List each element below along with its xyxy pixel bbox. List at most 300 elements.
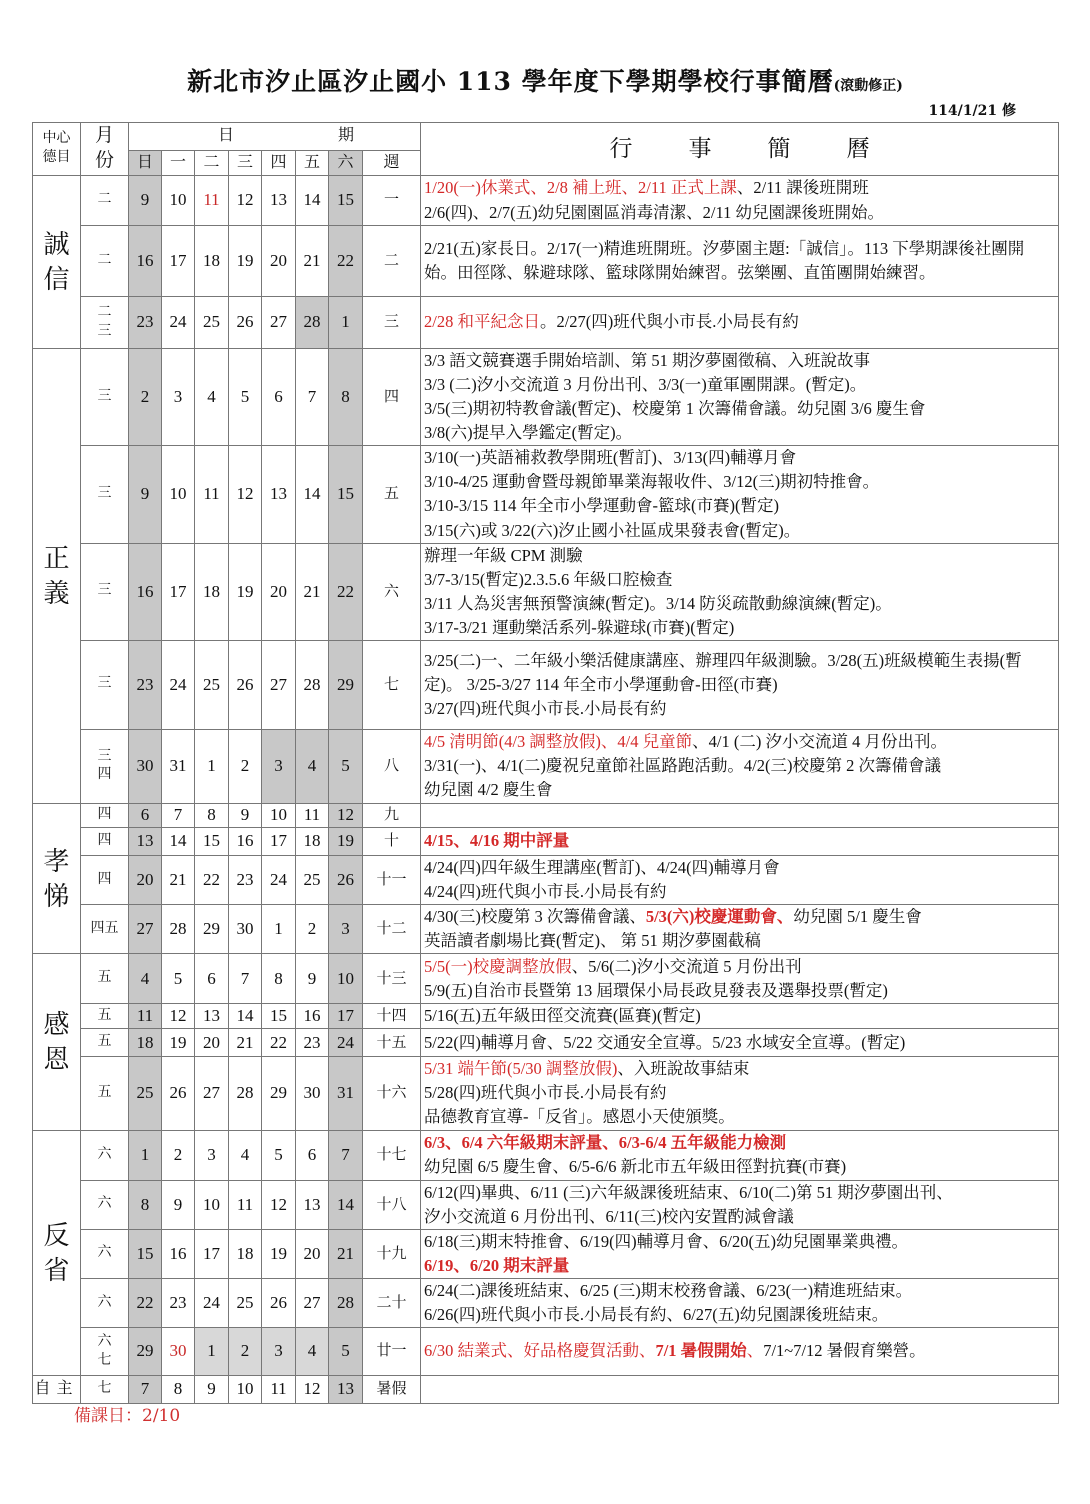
event-text: 3/25(二)一、二年級小樂活健康講座、辦理四年級測驗。3/28(五)班級模範生表揚(暫定)。 3/25-3/27 114 年全市小學運動會-田徑(市賽) xyxy=(424,650,1022,694)
event-line xyxy=(424,1339,1055,1363)
date-cell: 13 xyxy=(262,176,296,226)
date-cell: 3 xyxy=(262,1328,296,1376)
date-cell: 16 xyxy=(296,1004,329,1029)
events-cell xyxy=(421,954,1059,1004)
event-text: 7/1 暑假開始 xyxy=(655,1341,747,1361)
event-line xyxy=(424,201,1055,225)
date-cell: 22 xyxy=(195,855,229,904)
date-cell: 18 xyxy=(195,226,229,297)
date-cell: 9 xyxy=(129,176,162,226)
event-text: 5/16(五)五年級田徑交流賽(區賽)(暫定) xyxy=(424,1006,701,1026)
virtue-char: 正 xyxy=(43,543,70,573)
week-number-cell: 二十 xyxy=(363,1278,421,1327)
event-line xyxy=(424,905,1055,929)
date-cell: 15 xyxy=(329,176,363,226)
date-cell: 12 xyxy=(162,1004,195,1029)
date-cell: 8 xyxy=(329,349,363,446)
event-line xyxy=(424,544,1055,568)
date-cell: 20 xyxy=(262,543,296,640)
date-cell: 28 xyxy=(162,905,195,954)
event-line xyxy=(424,1105,1055,1129)
date-cell: 29 xyxy=(262,1057,296,1130)
date-cell: 21 xyxy=(229,1029,262,1057)
date-cell: 14 xyxy=(162,827,195,855)
date-cell: 16 xyxy=(129,226,162,297)
event-line xyxy=(424,349,1055,373)
week-number-cell: 十一 xyxy=(363,855,421,904)
header-day: 三 xyxy=(229,151,262,176)
header-date-right: 期 xyxy=(337,127,354,145)
week-row xyxy=(33,1376,1059,1404)
date-cell: 19 xyxy=(262,1229,296,1278)
date-cell: 24 xyxy=(195,1278,229,1327)
event-text: 5/22(四)輔導月會、5/22 交通安全宣導。5/23 水域安全宣導。(暫定) xyxy=(424,1032,906,1052)
month-cell: 六 xyxy=(81,1229,129,1278)
date-cell: 29 xyxy=(329,640,363,729)
week-row xyxy=(33,1328,1059,1376)
month-cell: 五 xyxy=(81,1057,129,1130)
week-row xyxy=(33,827,1059,855)
date-cell: 9 xyxy=(195,1376,229,1404)
event-text: 3/5(三)期初特教會議(暫定)、校慶第 1 次籌備會議。幼兒園 3/6 慶生會 xyxy=(424,399,926,419)
date-cell: 20 xyxy=(129,855,162,904)
event-text: 7/1~7/12 暑假育樂營。 xyxy=(763,1341,926,1361)
event-line xyxy=(424,929,1055,953)
month-cell: 三 xyxy=(81,640,129,729)
month-cell: 五 xyxy=(81,1029,129,1057)
date-cell: 15 xyxy=(195,827,229,855)
events-cell xyxy=(421,1004,1059,1029)
event-text: 幼兒園 4/2 慶生會 xyxy=(424,780,553,800)
week-number-cell: 十二 xyxy=(363,905,421,954)
header-virtue-line1: 中心 xyxy=(42,131,71,147)
events-cell xyxy=(421,855,1059,904)
date-cell: 7 xyxy=(129,1376,162,1404)
event-text: 6/24(二)課後班結束、6/25 (三)期末校務會議、6/23(一)精進班結束。 xyxy=(424,1280,913,1300)
virtue-char: 義 xyxy=(43,578,70,608)
event-text: 5/9(五)自治市長暨第 13 屆環保小局長政見發表及選舉投票(暫定) xyxy=(424,980,888,1000)
date-cell: 1 xyxy=(195,1328,229,1376)
event-line xyxy=(424,446,1055,470)
virtue-char: 誠 xyxy=(43,229,70,259)
date-cell: 22 xyxy=(129,1278,162,1327)
week-number-cell: 九 xyxy=(363,803,421,827)
virtue-char: 悌 xyxy=(43,881,70,911)
date-cell: 14 xyxy=(229,1004,262,1029)
date-cell: 9 xyxy=(162,1180,195,1229)
header-date-left: 日 xyxy=(217,127,234,145)
month-cell: 六 xyxy=(81,1180,129,1229)
date-cell: 19 xyxy=(329,827,363,855)
date-cell: 10 xyxy=(329,954,363,1004)
month-cell: 四 xyxy=(81,827,129,855)
event-line xyxy=(424,237,1055,285)
event-line xyxy=(424,592,1055,616)
event-text: 3/10-4/25 運動會暨母親節畢業海報收件、3/12(三)期初特推會。 xyxy=(424,472,880,492)
date-cell: 6 xyxy=(129,803,162,827)
date-cell: 7 xyxy=(162,803,195,827)
date-cell: 11 xyxy=(129,1004,162,1029)
date-cell: 3 xyxy=(162,349,195,446)
week-row xyxy=(33,176,1059,226)
date-cell: 22 xyxy=(329,226,363,297)
event-line xyxy=(424,1155,1055,1179)
date-cell: 19 xyxy=(229,226,262,297)
date-cell: 27 xyxy=(195,1057,229,1130)
date-cell: 30 xyxy=(129,729,162,803)
week-row xyxy=(33,1278,1059,1327)
week-row xyxy=(33,1057,1059,1130)
event-text: 、4/1 (二) 汐小交流道 4 月份出刊。 xyxy=(692,732,947,752)
date-cell: 21 xyxy=(296,543,329,640)
date-cell: 27 xyxy=(262,640,296,729)
date-cell: 20 xyxy=(195,1029,229,1057)
event-text: 英語讀者劇場比賽(暫定)、 第 51 期汐夢園截稿 xyxy=(424,931,761,951)
date-cell: 9 xyxy=(296,954,329,1004)
event-text: 汐小交流道 6 月份出刊、6/11(三)校內安置酌減會議 xyxy=(424,1206,794,1226)
date-cell: 13 xyxy=(296,1180,329,1229)
virtue-cell xyxy=(33,176,81,349)
week-number-cell: 十九 xyxy=(363,1229,421,1278)
date-cell: 10 xyxy=(262,803,296,827)
date-cell: 17 xyxy=(195,1229,229,1278)
date-cell: 23 xyxy=(129,297,162,349)
date-cell: 13 xyxy=(262,446,296,543)
events-cell xyxy=(421,1376,1059,1404)
header-week: 週 xyxy=(363,151,421,176)
month-cell: 四 xyxy=(81,855,129,904)
event-text: 3/3 (二)汐小交流道 3 月份出刊、3/3(一)童軍團開課。(暫定)。 xyxy=(424,375,867,395)
date-cell: 1 xyxy=(195,729,229,803)
event-text: 6/3、6/4 六年級期末評量、6/3-6/4 五年級能力檢測 xyxy=(424,1132,787,1152)
month-cell: 六 xyxy=(81,1278,129,1327)
event-text: 4/5 清明節(4/3 調整放假)、4/4 兒童節 xyxy=(424,732,693,752)
virtue-cell xyxy=(33,349,81,804)
event-text: 3/3 語文競賽選手開始培訓、第 51 期汐夢園徵稿、入班說故事 xyxy=(424,351,870,370)
week-number-cell: 七 xyxy=(363,640,421,729)
date-cell: 4 xyxy=(129,954,162,1004)
week-row xyxy=(33,446,1059,543)
events-cell xyxy=(421,1229,1059,1278)
date-cell: 24 xyxy=(329,1029,363,1057)
event-text: 4/30(三)校慶第 3 次籌備會議、 xyxy=(424,907,646,927)
event-text: 6/19、6/20 期末評量 xyxy=(424,1255,570,1275)
event-line xyxy=(424,397,1055,421)
virtue-char: 反 xyxy=(43,1220,70,1250)
virtue-char: 恩 xyxy=(43,1044,70,1074)
events-cell xyxy=(421,1278,1059,1327)
header-virtue xyxy=(33,123,81,176)
date-cell: 17 xyxy=(329,1004,363,1029)
date-cell: 17 xyxy=(162,226,195,297)
date-cell: 2 xyxy=(229,1328,262,1376)
date-cell: 26 xyxy=(229,640,262,729)
header-row-1 xyxy=(33,123,1059,151)
event-line xyxy=(424,568,1055,592)
date-cell: 10 xyxy=(229,1376,262,1404)
header-date xyxy=(129,123,421,151)
date-cell: 2 xyxy=(162,1130,195,1180)
date-cell: 12 xyxy=(329,803,363,827)
event-line xyxy=(424,1181,1055,1205)
events-cell xyxy=(421,349,1059,446)
month-cell: 七 xyxy=(81,1376,129,1404)
event-line xyxy=(424,754,1055,778)
date-cell: 14 xyxy=(296,446,329,543)
month-cell: 五 xyxy=(81,1004,129,1029)
date-cell: 16 xyxy=(129,543,162,640)
date-cell: 15 xyxy=(329,446,363,543)
event-text: 3/17-3/21 運動樂活系列-躲避球(市賽)(暫定) xyxy=(424,617,735,637)
month-cell: 三 xyxy=(81,349,129,446)
date-cell: 17 xyxy=(162,543,195,640)
virtue-cell xyxy=(33,1130,81,1375)
event-line xyxy=(424,494,1055,518)
date-cell: 8 xyxy=(262,954,296,1004)
date-cell: 7 xyxy=(296,349,329,446)
date-cell: 8 xyxy=(129,1180,162,1229)
event-text: 5/31 端午節(5/30 調整放假) xyxy=(424,1059,618,1079)
week-number-cell: 十四 xyxy=(363,1004,421,1029)
event-line xyxy=(424,1230,1055,1254)
event-text: 品德教育宣導-「反省」。感恩小天使頒獎。 xyxy=(424,1107,735,1127)
event-line xyxy=(424,697,1055,721)
event-text: 。2/27(四)班代與小市長.小局長有約 xyxy=(539,312,799,332)
week-row xyxy=(33,803,1059,827)
event-line xyxy=(424,1004,1055,1028)
date-cell: 27 xyxy=(129,905,162,954)
week-row xyxy=(33,729,1059,803)
week-number-cell: 八 xyxy=(363,729,421,803)
month-cell: 三 四 xyxy=(81,729,129,803)
event-line xyxy=(424,1205,1055,1229)
event-line xyxy=(424,519,1055,543)
week-row xyxy=(33,1029,1059,1057)
header-month-line1: 月 xyxy=(94,125,114,147)
event-text: 3/10(一)英語補救教學開班(暫訂)、3/13(四)輔導月會 xyxy=(424,448,797,468)
date-cell: 30 xyxy=(229,905,262,954)
event-text: 、入班說故事結束 xyxy=(617,1059,750,1079)
month-cell: 三 xyxy=(81,446,129,543)
date-cell: 19 xyxy=(229,543,262,640)
header-day: 日 xyxy=(129,151,162,176)
date-cell: 9 xyxy=(229,803,262,827)
header-month-line2: 份 xyxy=(94,150,114,171)
date-cell: 6 xyxy=(262,349,296,446)
event-text: 、5/6(二)汐小交流道 5 月份出刊 xyxy=(571,956,802,976)
event-text: 3/31(一)、4/1(二)慶祝兒童節社區路跑活動。4/2(三)校慶第 2 次籌備會議 xyxy=(424,756,941,776)
event-text: 幼兒園 6/5 慶生會、6/5-6/6 新北市五年級田徑對抗賽(市賽) xyxy=(424,1157,847,1177)
header-virtue-line2: 德目 xyxy=(42,150,71,165)
revision-date: 114/1/21 修 xyxy=(928,103,1016,119)
event-line xyxy=(424,470,1055,494)
week-number-cell: 四 xyxy=(363,349,421,446)
week-number-cell: 暑假 xyxy=(363,1376,421,1404)
month-cell: 四 xyxy=(81,803,129,827)
date-cell: 26 xyxy=(229,297,262,349)
header-day: 六 xyxy=(329,151,363,176)
date-cell: 26 xyxy=(162,1057,195,1130)
week-number-cell: 十五 xyxy=(363,1029,421,1057)
event-line xyxy=(424,616,1055,640)
event-text: 2/28 和平紀念日 xyxy=(424,312,540,332)
events-cell xyxy=(421,640,1059,729)
date-cell: 5 xyxy=(229,349,262,446)
event-text: 4/24(四)班代與小市長.小局長有約 xyxy=(424,882,667,902)
date-cell: 2 xyxy=(296,905,329,954)
week-row xyxy=(33,1004,1059,1029)
event-line xyxy=(424,310,1055,334)
events-cell xyxy=(421,1130,1059,1180)
event-text: 3/7-3/15(暫定)2.3.5.6 年級口腔檢查 xyxy=(424,569,673,589)
date-cell: 25 xyxy=(296,855,329,904)
date-cell: 30 xyxy=(296,1057,329,1130)
date-cell: 23 xyxy=(229,855,262,904)
event-line xyxy=(424,1254,1055,1278)
date-cell: 7 xyxy=(329,1130,363,1180)
date-cell: 24 xyxy=(162,297,195,349)
month-cell: 三 xyxy=(81,543,129,640)
event-line xyxy=(424,421,1055,445)
title-suffix: (滾動修正) xyxy=(833,78,903,94)
events-cell xyxy=(421,446,1059,543)
date-cell: 27 xyxy=(296,1278,329,1327)
date-cell: 12 xyxy=(296,1376,329,1404)
date-cell: 31 xyxy=(162,729,195,803)
virtue-cell: 自主 xyxy=(33,1376,81,1404)
date-cell: 25 xyxy=(229,1278,262,1327)
date-cell: 11 xyxy=(262,1376,296,1404)
date-cell: 28 xyxy=(296,640,329,729)
week-row xyxy=(33,855,1059,904)
event-line xyxy=(424,1279,1055,1303)
date-cell: 12 xyxy=(229,446,262,543)
date-cell: 22 xyxy=(262,1029,296,1057)
date-cell: 25 xyxy=(195,640,229,729)
event-line xyxy=(424,1057,1055,1081)
event-text: 6/26(四)班代與小市長.小局長有約、6/27(五)幼兒園課後班結束。 xyxy=(424,1304,889,1324)
week-row xyxy=(33,349,1059,446)
date-cell: 16 xyxy=(162,1229,195,1278)
date-cell: 17 xyxy=(262,827,296,855)
event-text: 3/10-3/15 114 年全市小學運動會-籃球(市賽)(暫定) xyxy=(424,496,780,516)
virtue-char: 信 xyxy=(43,265,70,294)
date-cell: 2 xyxy=(129,349,162,446)
prep-day-note: 備課日：2/10 xyxy=(74,1406,181,1426)
date-cell: 3 xyxy=(195,1130,229,1180)
date-cell: 10 xyxy=(162,176,195,226)
date-cell: 11 xyxy=(195,176,229,226)
event-line xyxy=(424,649,1055,697)
event-text: 2/21(五)家長日。2/17(一)精進班開班。汐夢園主題:「誠信」。113 下學期課後社團開始。田徑隊、躲避球隊、籃球隊開始練習。弦樂團、直笛團開始練習。 xyxy=(424,238,1025,282)
date-cell: 1 xyxy=(129,1130,162,1180)
date-cell: 25 xyxy=(195,297,229,349)
week-row xyxy=(33,1180,1059,1229)
event-text: 3/27(四)班代與小市長.小局長有約 xyxy=(424,698,667,718)
event-text: 、2/11 課後班開班 xyxy=(736,178,869,198)
date-cell: 29 xyxy=(129,1328,162,1376)
date-cell: 20 xyxy=(296,1229,329,1278)
month-cell: 二 xyxy=(81,226,129,297)
week-row xyxy=(33,905,1059,954)
event-text: 6/30 結業式、好品格慶賀活動、 xyxy=(424,1341,656,1361)
week-number-cell: 十六 xyxy=(363,1057,421,1130)
event-text: 6/12(四)畢典、6/11 (三)六年級課後班結束、6/10(二)第 51 期汐夢園出刊、 xyxy=(424,1182,953,1202)
date-cell: 19 xyxy=(162,1029,195,1057)
event-text: 2/6(四)、2/7(五)幼兒園園區消毒清潔、2/11 幼兒園課後班開始。 xyxy=(424,202,884,222)
event-line xyxy=(424,1131,1055,1155)
date-cell: 13 xyxy=(329,1376,363,1404)
date-cell: 11 xyxy=(296,803,329,827)
date-cell: 3 xyxy=(329,905,363,954)
date-cell: 5 xyxy=(262,1130,296,1180)
event-line xyxy=(424,730,1055,754)
month-cell: 五 xyxy=(81,954,129,1004)
events-cell xyxy=(421,297,1059,349)
week-number-cell: 十三 xyxy=(363,954,421,1004)
date-cell: 6 xyxy=(296,1130,329,1180)
date-cell: 4 xyxy=(296,1328,329,1376)
date-cell: 1 xyxy=(329,297,363,349)
date-cell: 15 xyxy=(129,1229,162,1278)
event-text: 3/11 人為災害無預警演練(暫定)。3/14 防災疏散動線演練(暫定)。 xyxy=(424,593,892,613)
events-cell xyxy=(421,226,1059,297)
virtue-char: 省 xyxy=(43,1255,70,1285)
date-cell: 1 xyxy=(262,905,296,954)
date-cell: 10 xyxy=(162,446,195,543)
event-line xyxy=(424,176,1055,200)
event-text: 5/5(一)校慶調整放假 xyxy=(424,956,572,976)
date-cell: 23 xyxy=(129,640,162,729)
week-row xyxy=(33,954,1059,1004)
date-cell: 28 xyxy=(229,1057,262,1130)
date-cell: 13 xyxy=(129,827,162,855)
event-text: 辦理一年級 CPM 測驗 xyxy=(424,545,583,565)
event-text: 5/28(四)班代與小市長.小局長有約 xyxy=(424,1083,667,1103)
events-cell xyxy=(421,176,1059,226)
date-cell: 27 xyxy=(262,297,296,349)
title-text: 新北市汐止區汐止國小 113 學年度下學期學校行事簡曆 xyxy=(187,67,834,96)
events-cell xyxy=(421,1328,1059,1376)
date-cell: 26 xyxy=(329,855,363,904)
date-cell: 18 xyxy=(195,543,229,640)
week-row xyxy=(33,226,1059,297)
week-number-cell: 十七 xyxy=(363,1130,421,1180)
event-text: 幼兒園 5/1 慶生會 xyxy=(793,907,922,927)
event-text: 、 xyxy=(746,1341,764,1361)
week-number-cell: 十 xyxy=(363,827,421,855)
week-row xyxy=(33,297,1059,349)
date-cell: 15 xyxy=(262,1004,296,1029)
date-cell: 28 xyxy=(296,297,329,349)
date-cell: 21 xyxy=(329,1229,363,1278)
page-title xyxy=(0,62,1090,98)
date-cell: 10 xyxy=(195,1180,229,1229)
header-events xyxy=(421,123,1059,176)
week-number-cell: 廿一 xyxy=(363,1328,421,1376)
date-cell: 11 xyxy=(195,446,229,543)
event-line xyxy=(424,829,1055,853)
date-cell: 13 xyxy=(195,1004,229,1029)
date-cell: 8 xyxy=(162,1376,195,1404)
date-cell: 18 xyxy=(229,1229,262,1278)
week-number-cell: 二 xyxy=(363,226,421,297)
month-cell: 二 三 xyxy=(81,297,129,349)
header-day: 五 xyxy=(296,151,329,176)
week-row xyxy=(33,1130,1059,1180)
date-cell: 2 xyxy=(229,729,262,803)
date-cell: 24 xyxy=(262,855,296,904)
